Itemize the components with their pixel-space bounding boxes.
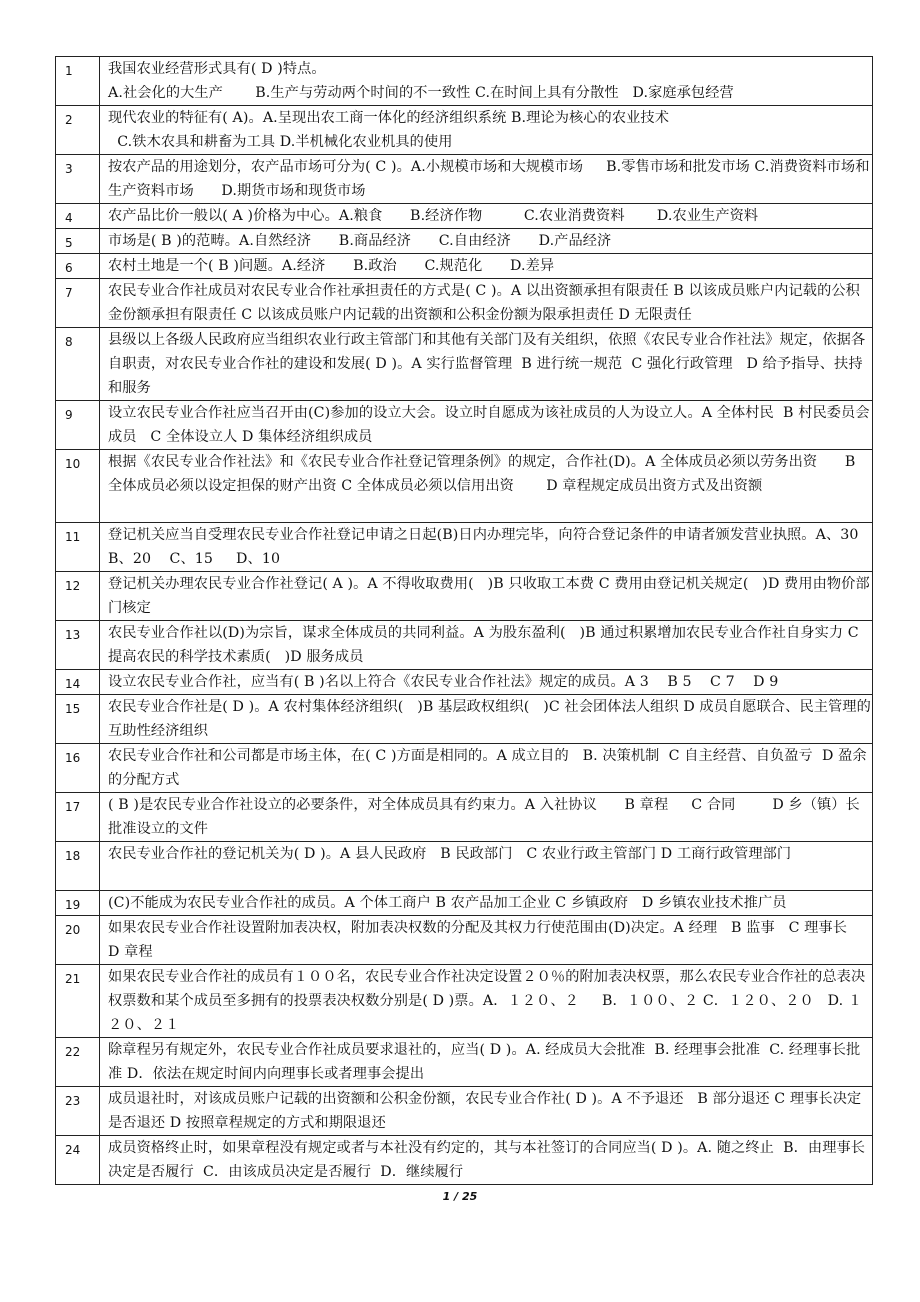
question-table-body (56, 57, 877, 1185)
question-number: 19 (56, 891, 100, 916)
question-text: 登记机关应当自受理农民专业合作社登记申请之日起(B)日内办理完毕，向符合登记条件的申请者颁发营业执照。A、30 B、20 C、15 D、10 (100, 523, 873, 572)
question-text: 按农产品的用途划分，农产品市场可分为( C )。A.小规模市场和大规模市场 B.零售市场和批发市场 C.消费资料市场和生产资料市场 D.期货市场和现货市场 (100, 155, 873, 204)
table-row (56, 965, 873, 1038)
question-number: 20 (56, 916, 100, 965)
question-text: 农民专业合作社成员对农民专业合作社承担责任的方式是( C )。A 以出资额承担有限责任 B 以该成员账户内记载的公积金份额承担有限责任 C 以该成员账户内记载的出资额和公积金份额为限承担责任 D 无限责任 (100, 279, 873, 328)
question-text: 农民专业合作社的登记机关为( D )。A 县人民政府 B 民政部门 C 农业行政主管部门 D 工商行政管理部门 (100, 842, 873, 891)
question-number: 24 (56, 1136, 100, 1185)
table-row (56, 401, 873, 450)
question-text: 我国农业经营形式具有( D )特点。 A.社会化的大生产 B.生产与劳动两个时间的不一致性 C.在时间上具有分散性 D.家庭承包经营 (100, 57, 873, 106)
table-row (56, 229, 873, 254)
table-row (56, 793, 873, 842)
question-text: 成员资格终止时，如果章程没有规定或者与本社没有约定的，其与本社签订的合同应当( D )。A. 随之终止 B．由理事长决定是否履行 C．由该成员决定是否履行 D．继续履行 (100, 1136, 873, 1185)
question-number: 15 (56, 695, 100, 744)
question-text: 县级以上各级人民政府应当组织农业行政主管部门和其他有关部门及有关组织，依照《农民专业合作社法》规定，依据各自职责，对农民专业合作社的建设和发展( D )。A 实行监督管理 B 进行统一规范 C 强化行政管理 D 给予指导、扶持和服务 (100, 328, 873, 401)
question-text: 设立农民专业合作社，应当有( B )名以上符合《农民专业合作社法》规定的成员。A 3 B 5 C 7 D 9 (100, 670, 873, 695)
question-text: 农民专业合作社是( D )。A 农村集体经济组织( )B 基层政权组织( )C 社会团体法人组织 D 成员自愿联合、民主管理的互助性经济组织 (100, 695, 873, 744)
table-row (56, 744, 873, 793)
question-text: 农产品比价一般以( A )价格为中心。A.粮食 B.经济作物 C.农业消费资料 D.农业生产资料 (100, 204, 873, 229)
table-row (56, 328, 873, 401)
question-text: 除章程另有规定外，农民专业合作社成员要求退社的，应当( D )。A. 经成员大会批准 B. 经理事会批准 C. 经理事长批准 D．依法在规定时间内向理事长或者理事会提出 (100, 1038, 873, 1087)
question-number: 1 (56, 57, 100, 106)
question-number: 11 (56, 523, 100, 572)
table-row (56, 106, 873, 155)
question-number: 4 (56, 204, 100, 229)
question-text: 农民专业合作社以(D)为宗旨，谋求全体成员的共同利益。A 为股东盈利( )B 通过积累增加农民专业合作社自身实力 C 提高农民的科学技术素质( )D 服务成员 (100, 621, 873, 670)
question-text: 农村土地是一个( B )问题。A.经济 B.政治 C.规范化 D.差异 (100, 254, 873, 279)
question-number: 18 (56, 842, 100, 891)
question-number: 7 (56, 279, 100, 328)
table-row (56, 204, 873, 229)
table-row (56, 523, 873, 572)
page-number: 1 / 25 (442, 1190, 478, 1203)
table-row (56, 916, 873, 965)
question-number: 5 (56, 229, 100, 254)
table-row (56, 695, 873, 744)
question-number: 6 (56, 254, 100, 279)
question-text: 设立农民专业合作社应当召开由(C)参加的设立大会。设立时自愿成为该社成员的人为设立人。A 全体村民 B 村民委员会成员 C 全体设立人 D 集体经济组织成员 (100, 401, 873, 450)
question-text: 现代农业的特征有( A)。A.呈现出农工商一体化的经济组织系统 B.理论为核心的农业技术 C.铁木农具和耕畜为工具 D.半机械化农业机具的使用 (100, 106, 873, 155)
question-number: 3 (56, 155, 100, 204)
table-row (56, 1038, 873, 1087)
table-row (56, 450, 873, 523)
question-number: 8 (56, 328, 100, 401)
question-number: 17 (56, 793, 100, 842)
question-number: 16 (56, 744, 100, 793)
question-number: 14 (56, 670, 100, 695)
table-row (56, 621, 873, 670)
table-row (56, 842, 873, 891)
question-number: 22 (56, 1038, 100, 1087)
question-text: ( B )是农民专业合作社设立的必要条件，对全体成员具有约束力。A 入社协议 B 章程 C 合同 D 乡（镇）长批准设立的文件 (100, 793, 873, 842)
question-number: 10 (56, 450, 100, 523)
question-number: 2 (56, 106, 100, 155)
question-text: 成员退社时，对该成员账户记载的出资额和公积金份额，农民专业合作社( D )。A 不予退还 B 部分退还 C 理事长决定是否退还 D 按照章程规定的方式和期限退还 (100, 1087, 873, 1136)
table-row (56, 279, 873, 328)
table-row (56, 1087, 873, 1136)
table-row (56, 891, 873, 916)
question-number: 13 (56, 621, 100, 670)
question-text: 市场是( B )的范畴。A.自然经济 B.商品经济 C.自由经济 D.产品经济 (100, 229, 873, 254)
question-table (55, 56, 877, 1185)
question-text: 如果农民专业合作社设置附加表决权，附加表决权数的分配及其权力行使范围由(D)决定。A 经理 B 监事 C 理事长 D 章程 (100, 916, 873, 965)
question-text: (C)不能成为农民专业合作社的成员。A 个体工商户 B 农产品加工企业 C 乡镇政府 D 乡镇农业技术推广员 (100, 891, 873, 916)
question-text: 农民专业合作社和公司都是市场主体，在( C )方面是相同的。A 成立目的 B. 决策机制 C 自主经营、自负盈亏 D 盈余的分配方式 (100, 744, 873, 793)
table-row (56, 57, 873, 106)
table-row (56, 254, 873, 279)
table-row (56, 1136, 873, 1185)
table-row (56, 572, 873, 621)
table-row (56, 670, 873, 695)
question-number: 12 (56, 572, 100, 621)
question-text: 根据《农民专业合作社法》和《农民专业合作社登记管理条例》的规定，合作社(D)。A 全体成员必须以劳务出资 B 全体成员必须以设定担保的财产出资 C 全体成员必须以信用出资 D 章程规定成员出资方式及出资额 (100, 450, 873, 523)
question-number: 23 (56, 1087, 100, 1136)
question-number: 21 (56, 965, 100, 1038)
question-text: 如果农民专业合作社的成员有１００名，农民专业合作社决定设置２０％的附加表决权票，那么农民专业合作社的总表决权票数和某个成员至多拥有的投票表决权数分别是( D )票。A．１２０、２ B．１００、２ C．１２０、２０ D. １２０、２１ (100, 965, 873, 1038)
table-row (56, 155, 873, 204)
question-text: 登记机关办理农民专业合作社登记( A )。A 不得收取费用( )B 只收取工本费 C 费用由登记机关规定( )D 费用由物价部门核定 (100, 572, 873, 621)
question-number: 9 (56, 401, 100, 450)
